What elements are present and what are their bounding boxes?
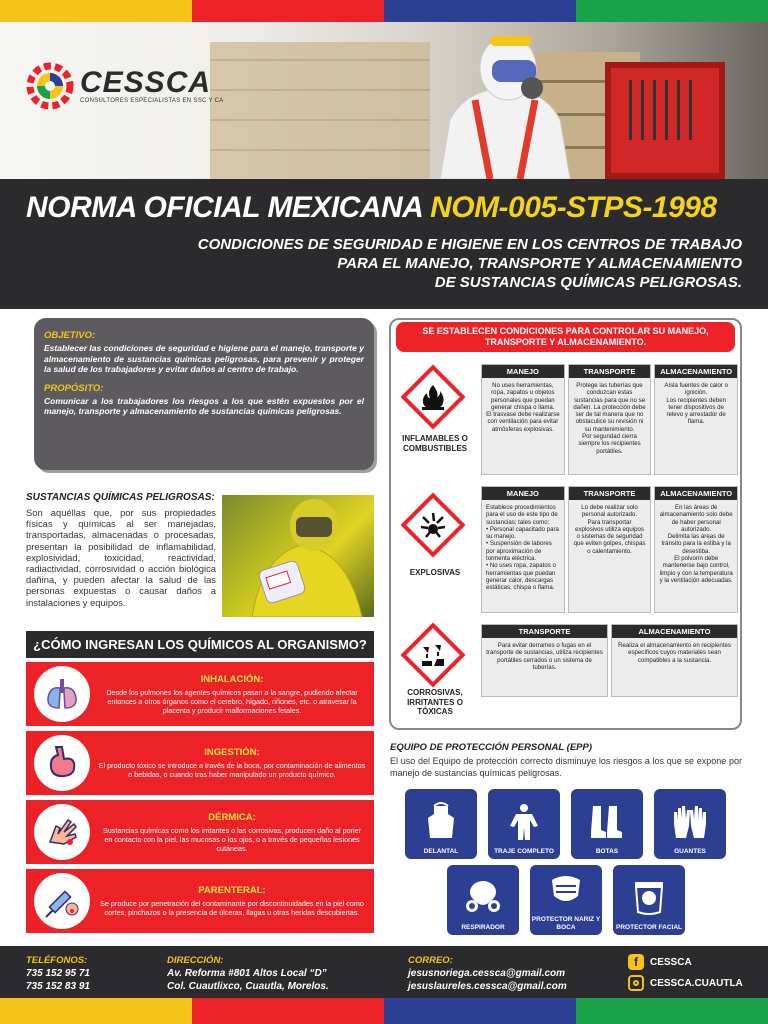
column-text: Para evitar derrames o fugas en el transporte de sustancias, utiliza recipientes portátiles cerrados o un sistema de tuberías. (482, 638, 607, 696)
route-dermal (26, 800, 374, 864)
column-transporte (481, 624, 608, 697)
bottom-color-stripe (0, 998, 768, 1024)
objective-box (34, 318, 374, 470)
boxes-background (210, 42, 430, 179)
ppe-text: El uso del Equipo de protección correcto disminuye los riesgos a los que se expone por manejo de sustancias químicas peligrosas. (390, 756, 742, 778)
address-line: Col. Cuautlixco, Cuautla, Morelos. (167, 981, 329, 992)
column-head: TRANSPORTE (482, 625, 607, 638)
email-label: CORREO: (408, 955, 453, 966)
definition-text: Son aquéllas que, por sus propiedades físicas y químicas al ser manejadas, transportadas, almacenadas o procesadas, presentan la posibilidad de inflamabilidad, explosividad, toxicidad, reactividad, radiactividad, corrosividad o acción biológica dañina, y pueden afectar la salud de las personas expuestas o causar daños a instalaciones y equipos. (26, 507, 216, 608)
handling-conditions-panel (389, 318, 742, 730)
route-inhalation (26, 662, 374, 726)
syringe-icon (34, 873, 90, 929)
column-transporte (568, 364, 652, 475)
column-text: Aísla fuentes de calor o ignición. Los recipientes deben tener dispositivos de relevo y arrestador de flama. (655, 378, 737, 474)
column-almacenamiento (654, 364, 738, 475)
email-link[interactable]: jesusnoriega.cessca@gmail.com (408, 968, 566, 979)
hazard-label: INFLAMABLES O COMBUSTIBLES (402, 434, 468, 453)
brand-name: CESSCA (80, 66, 212, 99)
column-head: MANEJO (482, 487, 564, 500)
ppe-title: EQUIPO DE PROTECCIÓN PERSONAL (EPP) (390, 742, 592, 753)
entry-routes-title: ¿CÓMO INGRESAN LOS QUÍMICOS AL ORGANISMO? (26, 631, 374, 658)
explosion-icon (400, 492, 465, 557)
column-transporte (568, 486, 652, 613)
hazard-columns (481, 486, 738, 613)
ppe-label: PROTECTOR FACIAL (616, 923, 682, 931)
hazard-label: EXPLOSIVAS (409, 568, 461, 577)
ppe-label: TRAJE COMPLETO (494, 847, 554, 855)
ppe-label: DELANTAL (423, 847, 459, 855)
ppe-label: GUANTES (674, 847, 706, 855)
face-shield-icon (629, 878, 669, 918)
page-title (26, 191, 717, 225)
hazard-explosive (391, 484, 742, 614)
column-text: Lo debe realizar solo personal autorizado. Para transportar explosivos utiliza equipos o sistemas de seguridad que eviten golpes, chispas o calentamiento. (569, 500, 651, 612)
hazard-columns (481, 364, 738, 475)
panel-title-line: SE ESTABLECEN CONDICIONES PARA CONTROLAR SU MANEJO, (422, 326, 709, 336)
facebook-handle: CESSCA (650, 956, 692, 968)
hero-photo (0, 22, 768, 179)
ppe-face-shield (613, 865, 685, 935)
ppe-respirator (447, 865, 519, 935)
ppe-gloves (654, 789, 726, 859)
page-subtitle (122, 235, 742, 292)
ppe-apron (405, 789, 477, 859)
email-block (408, 954, 567, 993)
column-text: No uses herramientas, ropa, zapatos u objetos personales que puedan generar chispa o llama. El trasvase debe realizarse con ventilación para evitar atmósferas explosivas. (482, 378, 564, 474)
contact-footer (0, 946, 768, 998)
hazard-label: CORROSIVAS, IRRITANTES O TÓXICAS (407, 688, 463, 716)
ppe-label: RESPIRADOR (461, 923, 505, 931)
lab-worker-photo (222, 495, 374, 617)
phones-label: TELÉFONOS: (26, 955, 88, 966)
ppe-nose-mouth-protector (530, 865, 602, 935)
column-text: Protege las tuberías que conduzcan estas sustancias para que no se dañen. La protección debe ser de tal manera que no obstaculice su revisión ni su mantenimiento. Por seguridad cierra siempre los recipientes portátiles. (569, 378, 651, 474)
hazardous-substances-definition (26, 492, 216, 608)
subtitle-line: CONDICIONES DE SEGURIDAD E HIGIENE EN LOS CENTROS DE TRABAJO (197, 236, 742, 253)
mask-icon (546, 870, 586, 910)
instagram-icon (628, 975, 644, 991)
apron-icon (421, 802, 461, 842)
ppe-label: BOTAS (595, 847, 619, 855)
title-banner (0, 179, 768, 309)
top-color-stripe (0, 0, 768, 22)
gloves-icon (670, 802, 710, 842)
respirator-icon (463, 878, 503, 918)
suit-icon (504, 802, 544, 842)
lungs-icon (34, 666, 90, 722)
protected-worker-illustration (420, 30, 590, 179)
hazard-corrosive (391, 622, 742, 728)
route-title: INGESTIÓN: (204, 747, 260, 758)
column-head: TRANSPORTE (569, 487, 651, 500)
phone-number[interactable]: 735 152 95 71 (26, 968, 90, 979)
purpose-text: Comunicar a los trabajadores los riesgos a los que estén expuestos por el manejo, transporte y almacenamiento de sustancias químicas peligrosas. (44, 395, 364, 416)
gear-logo-icon (26, 62, 74, 110)
column-manejo (481, 486, 565, 613)
address-line: Av. Reforma #801 Altos Local “D” (167, 968, 327, 979)
column-text: Realiza el almacenamiento en recipientes específicos cuyos materiales sean compatibles a la sustancia. (612, 638, 737, 696)
route-text: Se produce por penetración del contaminante por discontinuidades en la piel como cortes, pinchazos o la presencia de úlceras, llagas u otras heridas descubiertas. (100, 899, 364, 917)
column-head: ALMACENAMIENTO (612, 625, 737, 638)
panel-title-line: TRANSPORTE Y ALMACENAMIENTO. (484, 337, 647, 347)
flame-icon (400, 364, 465, 429)
corrosion-icon (400, 622, 465, 687)
phones-block (26, 954, 90, 993)
title-prefix: NORMA OFICIAL MEXICANA (26, 191, 423, 224)
phone-number[interactable]: 735 152 83 91 (26, 981, 90, 992)
route-text: El producto tóxico se introduce a través de la boca, por contaminación de alimentos o bebidas, o cuando tras haber manipulado un producto químico. (98, 761, 366, 779)
norm-code: NOM-005-STPS-1998 (430, 191, 717, 224)
subtitle-line: DE SUSTANCIAS QUÍMICAS PELIGROSAS. (434, 274, 742, 291)
brand-tagline: CONSULTORES ESPECIALISTAS EN SSC Y CA (80, 98, 224, 104)
route-parenteral (26, 869, 374, 933)
address-label: DIRECCIÓN: (167, 955, 224, 966)
ppe-label: PROTECTOR NARIZ Y BOCA (531, 916, 601, 931)
route-title: INHALACIÓN: (200, 673, 264, 685)
instagram-link[interactable] (628, 975, 743, 991)
column-head: ALMACENAMIENTO (655, 365, 737, 378)
panel-title (396, 322, 735, 352)
objective-label: OBJETIVO: (44, 330, 96, 341)
ppe-suit (488, 789, 560, 859)
column-almacenamiento (654, 486, 738, 613)
route-title: PARENTERAL: (198, 885, 266, 896)
hazard-columns (481, 624, 738, 697)
red-rack (605, 62, 725, 179)
route-ingestion (26, 731, 374, 795)
column-head: TRANSPORTE (569, 365, 651, 378)
hazard-flammable (391, 360, 742, 475)
email-link[interactable]: jesuslaureles.cessca@gmail.com (408, 981, 567, 992)
route-title: DÉRMICA: (208, 811, 256, 823)
route-text: Sustancias químicas como los irritantes o las corrosivas, producen daño al poner en contacto con la piel, las mucosas o los ojos, o a través de pequeñas lesiones cutáneas. (102, 825, 362, 853)
boots-icon (587, 802, 627, 842)
column-head: MANEJO (482, 365, 564, 378)
facebook-link[interactable] (628, 954, 692, 970)
column-text: Establece procedimientos para el uso de este tipo de sustancias; tales como: • Personal capacitado para su manejo. • Suspensión de labores por aproximación de tormenta eléctrica. • No uses ropa, zapatos o herramientas que puedan generar calor, descargas estáticas, chispa o flama. (482, 500, 564, 612)
column-almacenamiento (611, 624, 738, 697)
objective-text: Establecer las condiciones de seguridad e higiene para el manejo, transporte y almacenamiento de sustancias químicas peligrosas, para prevenir y proteger la salud de los trabajadores y evitar daños al centro de trabajo. (44, 343, 364, 374)
route-text: Desde los pulmones los agentes químicos pasan a la sangre, pudiendo afectar entonces a otros órganos como el cerebro, hígado, riñones, etc. o atravesar la placenta y producir malformaciones fetales. (106, 687, 358, 715)
purpose-label: PROPÓSITO: (44, 382, 104, 394)
facebook-icon: f (628, 954, 644, 970)
column-manejo (481, 364, 565, 475)
address-block (167, 954, 329, 993)
subtitle-line: PARA EL MANEJO, TRANSPORTE Y ALMACENAMIENTO (337, 255, 742, 272)
brand-logo (26, 62, 224, 110)
instagram-handle: CESSCA.CUAUTLA (650, 977, 743, 989)
ppe-boots (571, 789, 643, 859)
column-head: ALMACENAMIENTO (655, 487, 737, 500)
hand-icon (34, 804, 90, 860)
column-text: En las áreas de almacenamiento solo debe de haber personal autorizado. Delimita las áreas de tránsito para la estiba y la desestiba. El polvorín debe mantenerse bajo control, limpio y con la temperatura y la ventilación adecuadas. (655, 500, 737, 612)
definition-title: SUSTANCIAS QUÍMICAS PELIGROSAS: (26, 492, 215, 503)
stomach-icon (34, 735, 90, 791)
